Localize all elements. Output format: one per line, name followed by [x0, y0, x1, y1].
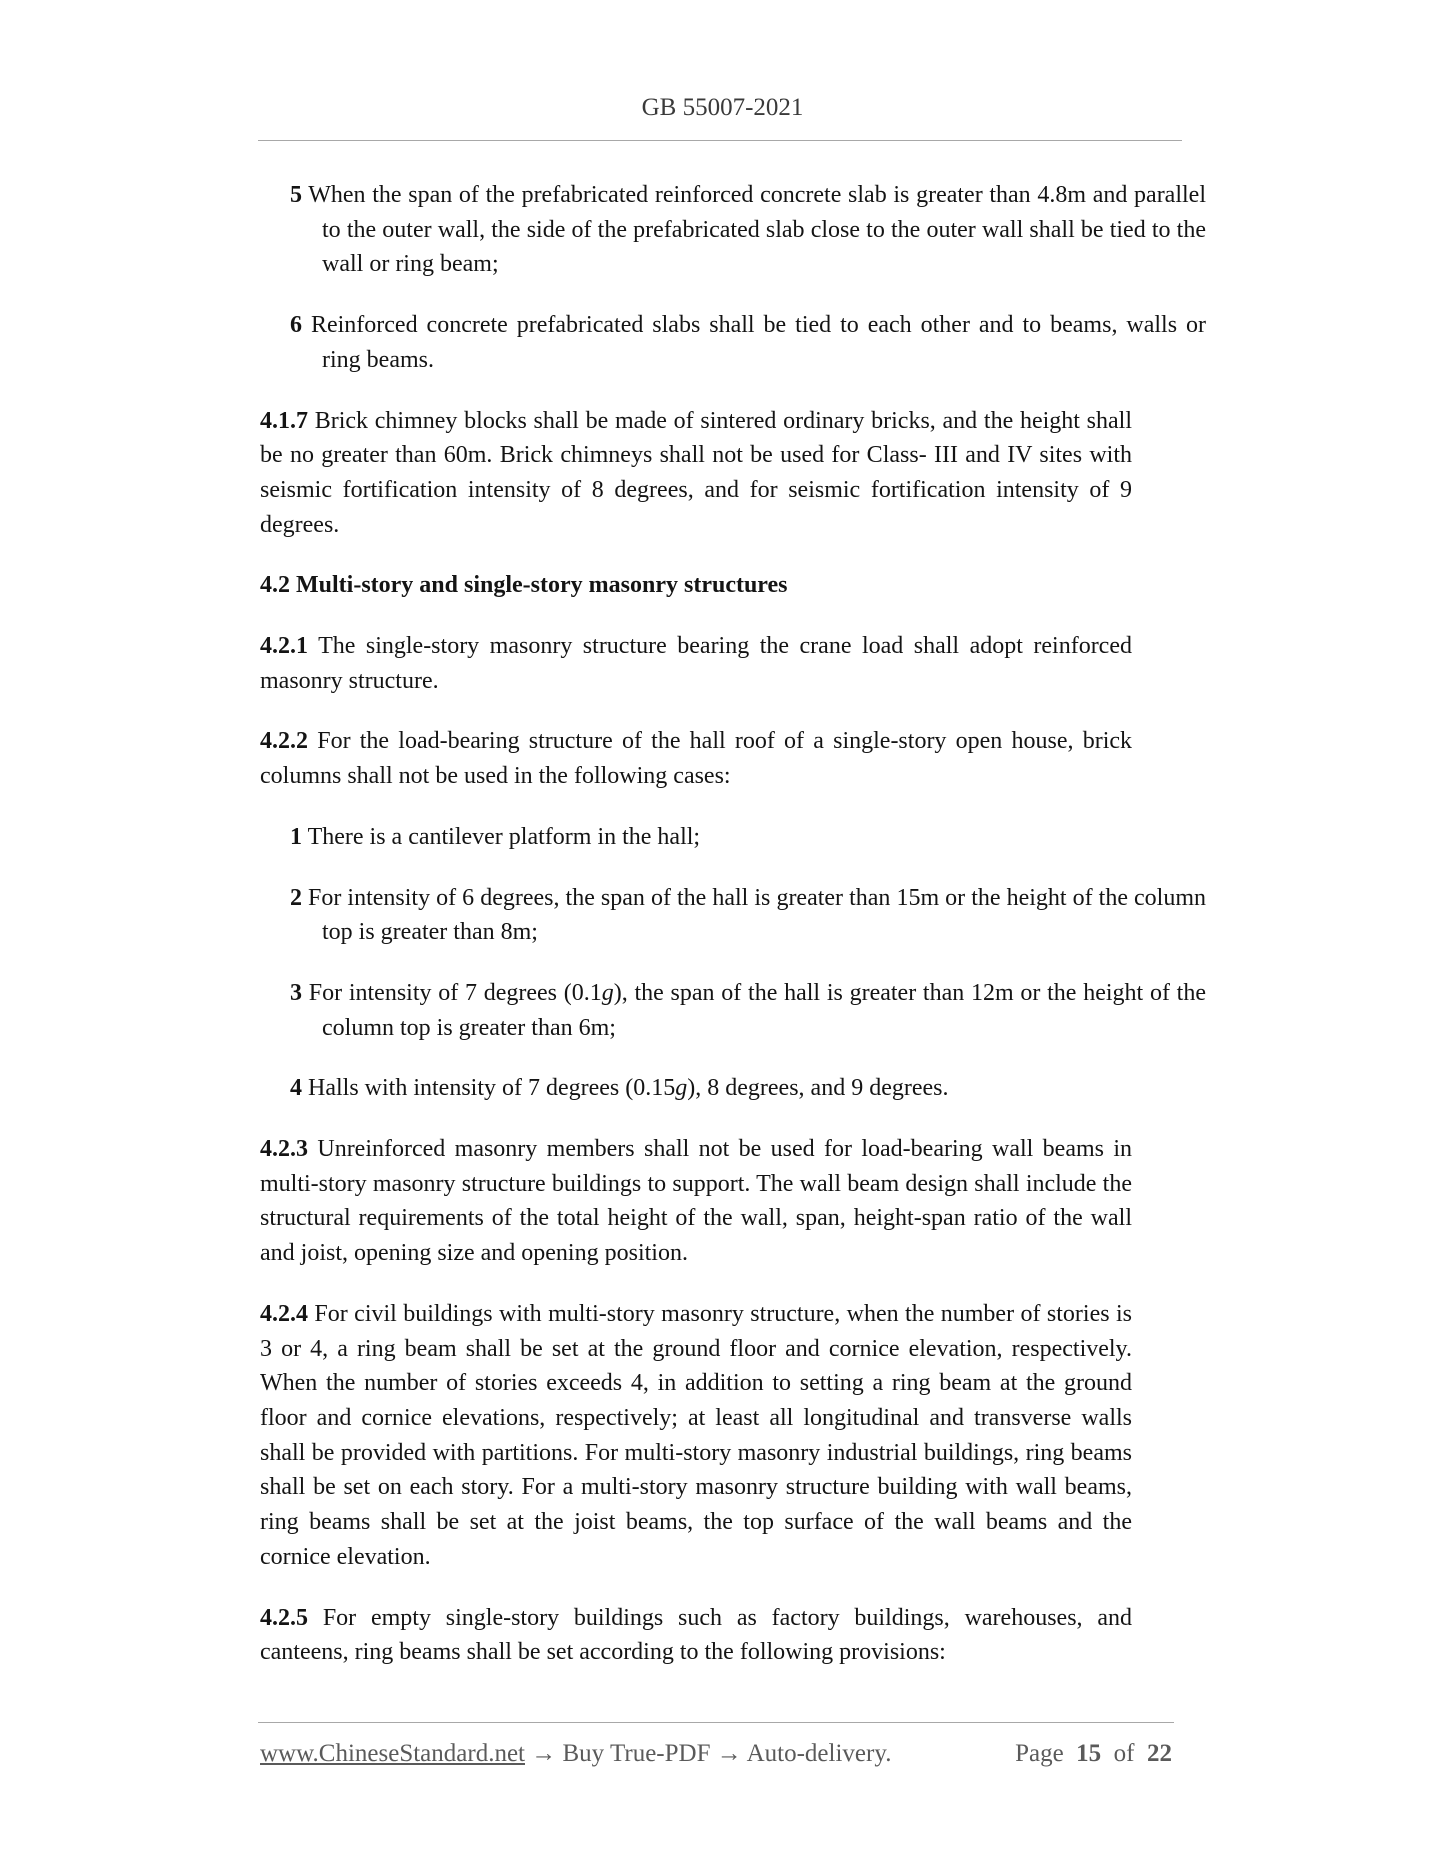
clause-number: 4.2.3	[260, 1136, 308, 1163]
gravity-symbol: g	[675, 1075, 688, 1102]
gravity-symbol: g	[601, 979, 614, 1006]
item-number: 3	[290, 979, 302, 1006]
item-text-post: ), 8 degrees, and 9 degrees.	[687, 1075, 949, 1102]
buy-text: Buy True-PDF	[562, 1740, 711, 1767]
clause-4-1-7	[260, 404, 1132, 543]
clause-number: 4.2.2	[260, 728, 308, 755]
page-header: GB 55007-2021	[641, 94, 804, 121]
clause-number: 4.2.4	[260, 1300, 308, 1327]
list-item-2	[290, 881, 1206, 950]
clause-4-2-3	[260, 1132, 1132, 1271]
clause-text: For empty single-story buildings such as factory buildings, warehouses, and canteens, ring beams shall be set according to the following provisions:	[260, 1604, 1133, 1666]
list-item-6	[290, 308, 1206, 377]
clause-4-2-5	[260, 1601, 1132, 1670]
item-text-post: ), the span of the hall is greater than 12m or the height of the column top is greater than 6m;	[322, 979, 1206, 1041]
section-heading-4-2: 4.2 Multi-story and single-story masonry structures	[260, 572, 788, 599]
page-indicator	[1015, 1740, 1172, 1768]
item-number: 2	[290, 884, 302, 911]
clause-text: Brick chimney blocks shall be made of sintered ordinary bricks, and the height shall be no greater than 60m. Brick chimneys shall not be used for Class- III and IV sites with seismic fortification intensity of 8 degrees, and for seismic fortification intensity of 9 degrees.	[260, 407, 1132, 538]
arrow-right-icon: →	[531, 1740, 557, 1767]
site-link[interactable]: www.ChineseStandard.net	[260, 1740, 525, 1767]
clause-text: For civil buildings with multi-story masonry structure, when the number of stories is 3 or 4, a ring beam shall be set at the ground floor and cornice elevation, respectively. When the number of stories exceeds 4, in addition to setting a ring beam at the ground floor and cornice elevations, respectively; at least all longitudinal and transverse walls shall be provided with partitions. For multi-story masonry industrial buildings, ring beams shall be set on each story. For a multi-story masonry structure building with wall beams, ring beams shall be set at the joist beams, the top surface of the wall beams and the cornice elevation.	[260, 1300, 1132, 1570]
item-number: 6	[290, 312, 302, 339]
page-total: 22	[1147, 1740, 1172, 1767]
clause-number: 4.2.1	[260, 633, 308, 660]
item-number: 5	[290, 182, 302, 208]
item-text-pre: Halls with intensity of 7 degrees (0.15	[308, 1075, 676, 1102]
list-item-4	[290, 1071, 1206, 1106]
item-text: There is a cantilever platform in the hall;	[307, 823, 701, 850]
arrow-right-icon: →	[716, 1740, 742, 1767]
clause-number: 4.1.7	[260, 407, 308, 434]
item-text: For intensity of 6 degrees, the span of the hall is greater than 15m or the height of the column top is greater than 8m;	[308, 884, 1206, 946]
list-item-5	[290, 178, 1206, 282]
page-number: 15	[1076, 1740, 1102, 1767]
item-text-pre: For intensity of 7 degrees (0.1	[308, 979, 602, 1006]
list-item-3	[290, 976, 1206, 1045]
of-label: of	[1113, 1740, 1135, 1767]
footer-promo	[260, 1740, 891, 1768]
clause-4-2-4	[260, 1297, 1132, 1575]
list-item-1	[290, 820, 1206, 855]
clause-text: Unreinforced masonry members shall not be used for load-bearing wall beams in multi-story masonry structure buildings to support. The wall beam design shall include the structural requirements of the total height of the wall, span, height-span ratio of the wall and joist, opening size and opening position.	[260, 1136, 1133, 1267]
clause-number: 4.2.5	[260, 1604, 308, 1631]
item-text: When the span of the prefabricated reinforced concrete slab is greater than 4.8m and parallel to the outer wall, the side of the prefabricated slab close to the outer wall shall be tied to the wall or ring beam;	[308, 182, 1206, 278]
clause-text: For the load-bearing structure of the hall roof of a single-story open house, brick columns shall not be used in the following cases:	[260, 728, 1133, 790]
clause-4-2-2	[260, 724, 1132, 793]
header-divider	[258, 140, 1182, 141]
page-label: Page	[1015, 1740, 1064, 1767]
clause-text: The single-story masonry structure bearing the crane load shall adopt reinforced masonry structure.	[260, 633, 1132, 694]
item-number: 1	[290, 823, 302, 850]
delivery-text: Auto-delivery.	[746, 1740, 892, 1767]
item-text: Reinforced concrete prefabricated slabs shall be tied to each other and to beams, walls or ring beams.	[310, 312, 1207, 373]
footer-divider	[258, 1722, 1174, 1723]
document-body	[260, 178, 1207, 1696]
item-number: 4	[290, 1075, 302, 1102]
clause-4-2-1	[260, 629, 1132, 698]
